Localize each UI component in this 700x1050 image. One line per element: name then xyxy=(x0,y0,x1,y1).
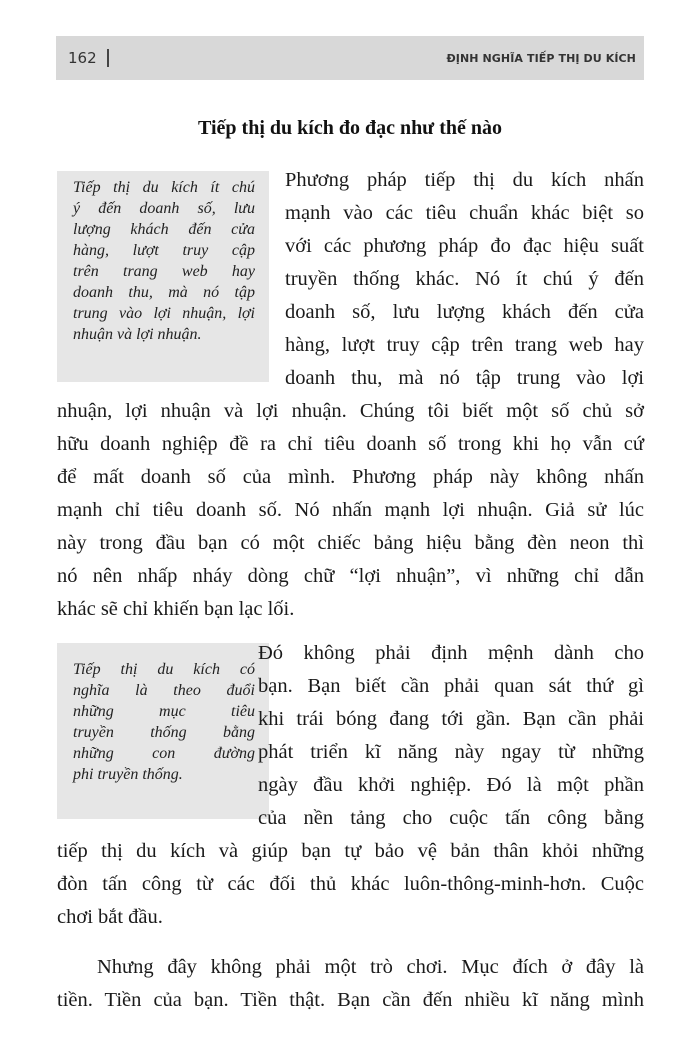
paragraph-2-line: Đó không phải định mệnh dành cho xyxy=(258,642,644,664)
paragraph-1-line: hàng, lượt truy cập trên trang web hay xyxy=(285,334,644,356)
paragraph-2-line: chơi bắt đầu. xyxy=(57,906,163,928)
pullquote-line: ý đến doanh số, lưu xyxy=(73,200,255,217)
paragraph-2-line: khi trái bóng đang tới gần. Bạn cần phải xyxy=(258,708,644,730)
paragraph-3-line: tiền. Tiền của bạn. Tiền thật. Bạn cần đến nhiều kĩ năng mình xyxy=(57,989,644,1011)
paragraph-1-line: nó nên nhấp nháy dòng chữ “lợi nhuận”, vì những chỉ dẫn xyxy=(57,565,644,587)
paragraph-3-line: Nhưng đây không phải một trò chơi. Mục đích ở đây là xyxy=(97,956,644,978)
pullquote-line: những mục tiêu xyxy=(73,703,255,720)
paragraph-2-line: của nền tảng cho cuộc tấn công bằng xyxy=(258,807,644,829)
pullquote-line: hàng, lượt truy cập xyxy=(73,242,255,259)
paragraph-2-line: ngày đầu khởi nghiệp. Đó là một phần xyxy=(258,774,644,796)
section-title: Tiếp thị du kích đo đạc như thế nào xyxy=(198,117,502,139)
pullquote-line: doanh thu, mà nó tập xyxy=(73,284,255,301)
pullquote-line: lượng khách đến cửa xyxy=(73,221,255,238)
pullquote-line: trung vào lợi nhuận, lợi xyxy=(73,305,255,322)
paragraph-1-line: khác sẽ chỉ khiến bạn lạc lối. xyxy=(57,598,295,620)
paragraph-1-line: mạnh vào các tiêu chuẩn khác biệt so xyxy=(285,202,644,224)
running-header xyxy=(56,36,644,80)
paragraph-1-line: với các phương pháp đo đạc hiệu suất xyxy=(285,235,644,257)
page-number-text: 162 xyxy=(68,49,97,67)
pullquote-line: nhuận và lợi nhuận. xyxy=(73,326,202,343)
paragraph-2-line: bạn. Bạn biết cần phải quan sát thứ gì xyxy=(258,675,644,697)
header-divider xyxy=(107,49,109,67)
paragraph-1-line: này trong đầu bạn có một chiếc bảng hiệu bằng đèn neon thì xyxy=(57,532,644,554)
pullquote-line: Tiếp thị du kích có xyxy=(73,661,255,678)
pullquote-line: phi truyền thống. xyxy=(73,766,183,783)
paragraph-1-line: doanh số, lưu lượng khách đến cửa xyxy=(285,301,644,323)
page-number xyxy=(68,49,109,67)
paragraph-1-line: hữu doanh nghiệp đề ra chỉ tiêu doanh số trong khi họ vẫn cứ xyxy=(57,433,644,455)
pullquote-line: Tiếp thị du kích ít chú xyxy=(73,179,255,196)
pullquote-2 xyxy=(57,643,269,819)
pullquote-line: truyền thống bằng xyxy=(73,724,255,741)
paragraph-2-line: tiếp thị du kích và giúp bạn tự bảo vệ bản thân khỏi những xyxy=(57,840,644,862)
pullquote-line: nghĩa là theo đuổi xyxy=(73,682,255,699)
paragraph-2-line: đòn tấn công từ các đối thủ khác luôn-thông-minh-hơn. Cuộc xyxy=(57,873,644,895)
pullquote-1 xyxy=(57,171,269,382)
paragraph-2-line: phát triển kĩ năng này ngay từ những xyxy=(258,741,644,763)
paragraph-1-line: mạnh chỉ tiêu doanh số. Nó nhấn mạnh lợi nhuận. Giả sử lúc xyxy=(57,499,644,521)
paragraph-1-line: doanh thu, mà nó tập trung vào lợi xyxy=(285,367,644,389)
paragraph-1-line: truyền thống khác. Nó ít chú ý đến xyxy=(285,268,644,290)
running-title: ĐỊNH NGHĨA TIẾP THỊ DU KÍCH xyxy=(446,51,636,65)
paragraph-1-line: để mất doanh số của mình. Phương pháp này không nhấn xyxy=(57,466,644,488)
pullquote-line: trên trang web hay xyxy=(73,263,255,280)
pullquote-line: những con đường xyxy=(73,745,255,762)
paragraph-1-line: nhuận, lợi nhuận và lợi nhuận. Chúng tôi biết một số chủ sở xyxy=(57,400,644,422)
paragraph-1-line: Phương pháp tiếp thị du kích nhấn xyxy=(285,169,644,191)
